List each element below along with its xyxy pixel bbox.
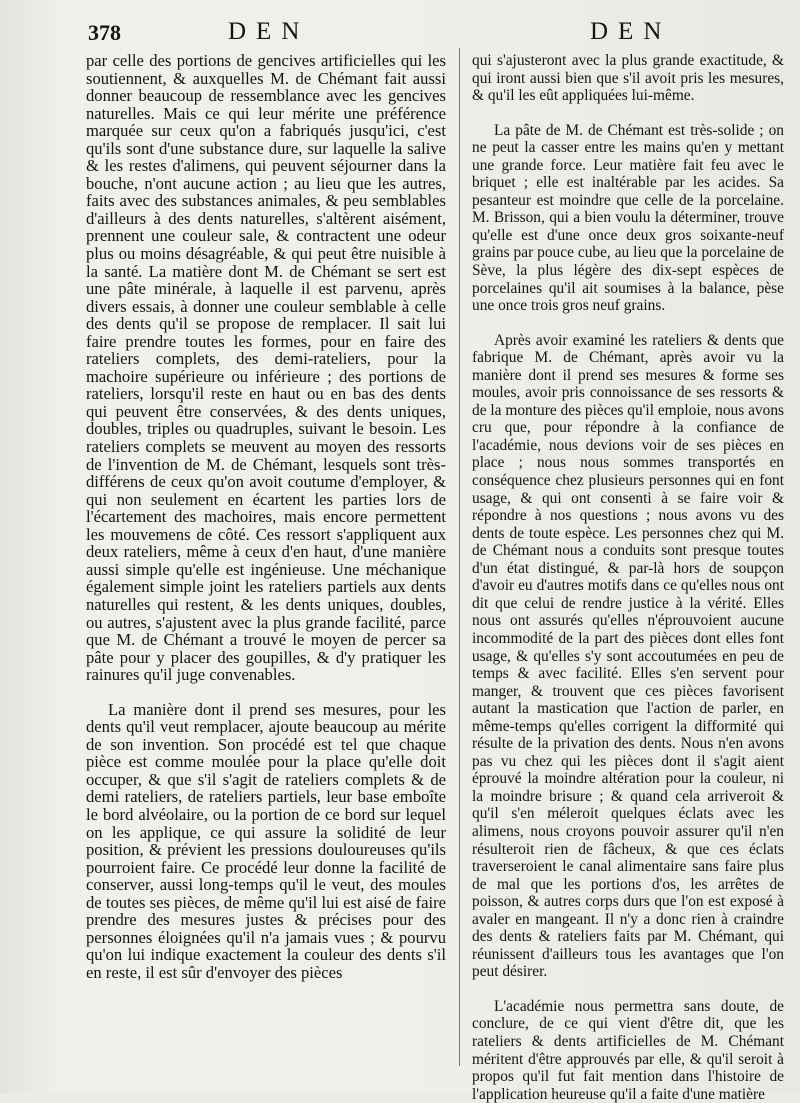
left-paragraph-2: La manière dont il prend ses mesures, pour les dents qu'il veut remplacer, ajoute beaucoup au mérite de son invention. Son procédé est tel que chaque pièce est comme moulée pour la place qu'elle doit occuper, & que s'il s'agit de rateliers complets & de demi rateliers, de rateliers partiels, leur base emboîte le bord alvéolaire, ou la portion de ce bord sur lequel on les applique, ce qui assure la solidité de leur position, & prévient les pressions douloureuses qu'ils pourroient faire. Ce procédé leur donne la facilité de conserver, aussi long-temps qu'il le veut, des moules de toutes ses pièces, de même qu'il lui est aisé de faire prendre des mesures justes & précises pour des personnes éloignées qu'il n'a jamais vues ; & pourvu qu'on lui indique exactement la couleur des dents s'il en reste, il est sûr d'envoyer des pièces: [86, 699, 446, 982]
right-column: [472, 52, 784, 1103]
right-paragraph-4: L'académie nous permettra sans doute, de conclure, de ce qui vient d'être dit, que les rateliers & dents artificielles de M. Chémant méritent d'être approuvés par elle, & qu'il seroit à propos qu'il fut fait mention dans l'histoire de l'application heureuse qu'il a faite d'une matière: [472, 997, 784, 1103]
left-column: [86, 52, 446, 981]
page-number: 378: [88, 20, 121, 45]
right-paragraph-2: La pâte de M. de Chémant est très-solide ; on ne peut la casser entre les mains qu'en y mettant une grande force. Leur matière fait feu avec le briquet ; elle est inaltérable par les acides. Sa pesanteur est moindre que celle de la porcelaine. M. Brisson, qui a bien voulu la déterminer, trouve qu'elle est d'une once deux gros soixante-neuf grains par pouce cube, au lieu que la porcelaine de Sève, la plus légère des dix-sept espèces de porcelaines qu'il ait soumises à la balance, pèse une once trois gros neuf grains.: [472, 121, 784, 315]
running-head-right: DEN: [590, 18, 672, 45]
page-header: [0, 18, 800, 52]
running-head-left: DEN: [228, 18, 310, 45]
right-paragraph-1: qui s'ajusteront avec la plus grande exactitude, & qui iront aussi bien que s'il avoit pris les mesures, & qu'il les eût appliquées lui-même.: [472, 52, 784, 105]
right-paragraph-3: Après avoir examiné les rateliers & dents que fabrique M. de Chémant, après avoir vu la manière dont il prend ses mesures & forme ses moules, avoir pris connoissance de ses ressorts & de la monture des pièces qu'il emploie, nous avons cru que, pour répondre à la confiance de l'académie, nous devions voir de ses pièces en place ; nous nous sommes transportés en conséquence chez plusieurs personnes qui en font usage, & qui ont consenti à se faire voir & répondre à nos questions ; nous avons vu des dents de toute espèce. Les personnes chez qui M. de Chémant nous a conduits sont presque toutes d'un état distingué, & par-là hors de soupçon d'avoir eu d'autres motifs dans ce qu'elles nous ont dit que celui de rendre justice à la vérité. Elles nous ont assurés qu'elles n'éprouvoient aucune incommodité de la part des pièces dont elles font usage, & qu'elles s'y sont accoutumées en peu de temps & avec facilité. Elles s'en servent pour manger, & trouvent que ces pièces favorisent autant la mastication que l'action de parler, en même-temps qu'elles corrigent la difformité qui résulte de la privation des dents. Nous n'en avons pas vu chez qui les pièces dont il s'agit aient éprouvé la moindre altération pour la couleur, ni la moindre brisure ; & quand cela arriveroit & qu'il s'en méleroit quelques éclats avec les alimens, nous croyons pouvoir assurer qu'il n'en résulteroit rien de fâcheux, & que ces éclats traverseroient le canal alimentaire sans faire plus de mal que les portions d'os, les arrêtes de poisson, & autres corps durs que l'on est exposé à avaler en mangeant. Il n'y a donc rien à craindre des dents & rateliers faits par M. Chémant, qui réunissent d'ailleurs tous les avantages que l'on peut désirer.: [472, 331, 784, 981]
left-paragraph-1: par celle des portions de gencives artificielles qui les soutiennent, & auxquelles M. de Chémant fait aussi donner beaucoup de ressemblance avec les gencives naturelles. Mais ce qui leur mérite une préférence marquée sur ceux qu'on a fabriqués jusqu'ici, c'est qu'ils sont d'une substance dure, sur laquelle la salive & les restes d'alimens, qui peuvent séjourner dans la bouche, n'ont aucune action ; au lieu que les autres, faits avec des substances animales, & peu semblables d'ailleurs à des dents naturelles, s'altèrent aisément, prennent une couleur sale, & contractent une odeur plus ou moins désagréable, & qui peut être nuisible à la santé. La matière dont M. de Chémant se sert est une pâte minérale, à laquelle il est parvenu, après divers essais, à donner une couleur semblable à celle des dents qu'il se propose de remplacer. Il sait lui faire prendre toutes les formes, pour en faire des rateliers complets, des demi-rateliers, pour la machoire supérieure ou inférieure ; des portions de rateliers, lorsqu'il reste en haut ou en bas des dents qui peuvent être conservées, & des dents uniques, doubles, triples ou quadruples, suivant le besoin. Les rateliers complets se meuvent au moyen des ressorts de l'invention de M. de Chémant, lesquels sont très-différens de ceux qu'on avoit coutume d'employer, & qui non seulement en écartent les parties lors de l'écartement des machoires, mais encore permettent les mouvemens de côté. Ces ressort s'appliquent aux deux rateliers, même à ceux d'en haut, d'une manière aussi simple qu'elle est ingénieuse. Une méchanique également simple joint les rateliers partiels aux dents naturelles qui restent, & les dents uniques, doubles, ou autres, s'ajustent avec la plus grande facilité, parce que M. de Chémant a trouvé le moyen de percer sa pâte pour y placer des goupilles, & d'y pratiquer les rainures qu'il juge convenables.: [86, 51, 446, 685]
column-divider: [459, 48, 460, 1066]
